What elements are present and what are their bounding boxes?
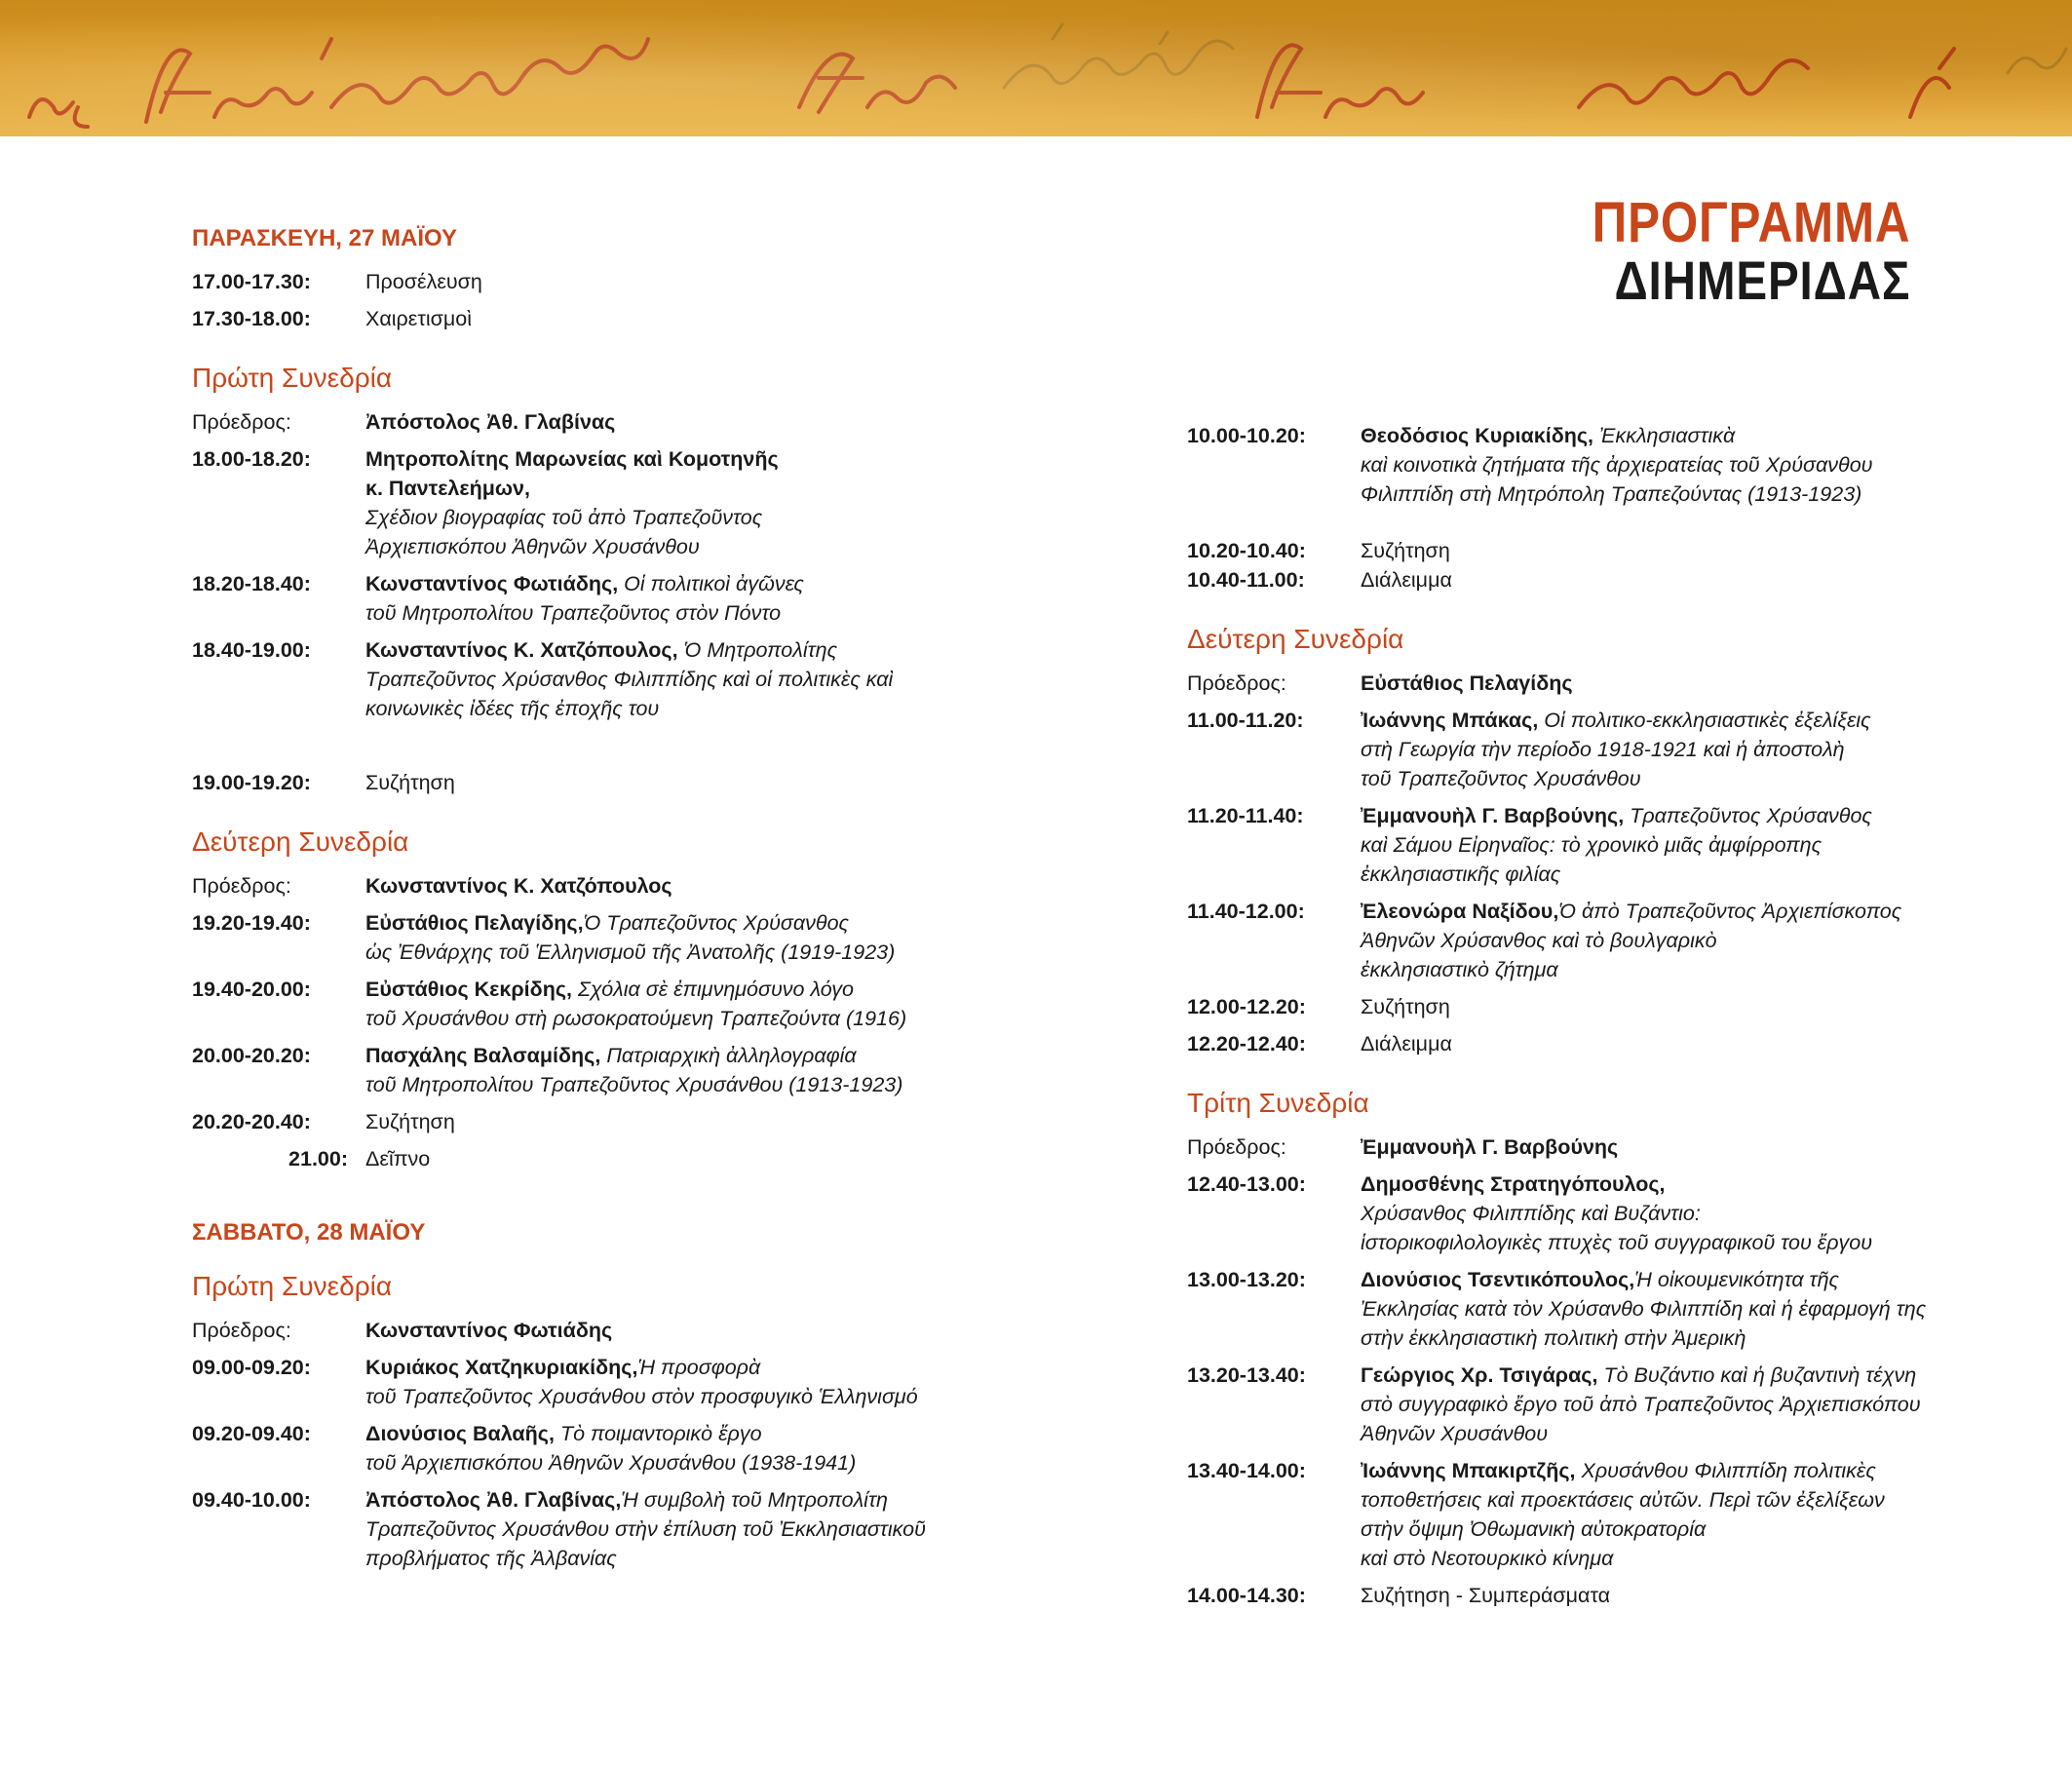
session-heading: Δεύτερη Συνεδρία — [1187, 624, 1404, 654]
talk-title: τοῦ Χρυσάνθου στὴ ρωσοκρατούμενη Τραπεζούντα (1916) — [365, 1007, 907, 1030]
time-slot: 10.40-11.00: — [1187, 568, 1305, 592]
speaker-name: Θεοδόσιος Κυριακίδης, — [1361, 424, 1594, 447]
speaker-name: Ἐμμανουὴλ Γ. Βαρβούνης, — [1361, 804, 1625, 827]
schedule-row — [1187, 1581, 1957, 1610]
talk-title: καὶ Σάμου Εἰρηναῖος: τὸ χρονικὸ μιᾶς ἀμφίρροπης — [1361, 833, 1823, 857]
talk-row — [192, 1419, 933, 1477]
event-text: Διάλειμμα — [1361, 568, 1452, 592]
time-slot: 11.00-11.20: — [1187, 709, 1304, 732]
time-slot: 11.40-12.00: — [1187, 900, 1305, 923]
time-slot: 13.00-13.20: — [1187, 1268, 1306, 1291]
talk-row — [192, 569, 933, 628]
talk-title: Τὸ Βυζάντιο καὶ ἡ βυζαντινὴ τέχνη — [1603, 1363, 1917, 1387]
talk-row — [1187, 897, 1957, 984]
schedule-row — [1187, 992, 1957, 1021]
talk-title: Ἡ οἰκουμενικότητα τῆς — [1634, 1268, 1839, 1291]
talk-title: ἐκκλησιαστικῆς φιλίας — [1361, 863, 1561, 886]
talk-title: τοῦ Τραπεζοῦντος Χρυσάνθου στὸν προσφυγικὸ Ἑλληνισμό — [365, 1385, 918, 1408]
talk-title: Χρυσάνθου Φιλιππίδη πολιτικὲς — [1581, 1459, 1876, 1482]
talk-title: τοποθετήσεις καὶ προεκτάσεις αὐτῶν. Περὶ τῶν ἐξελίξεων — [1361, 1488, 1885, 1512]
talk-title: Ὁ Τραπεζοῦντος Χρύσανθος — [583, 911, 849, 935]
session-heading: Πρώτη Συνεδρία — [192, 363, 393, 393]
chair-label: Πρόεδρος: — [1187, 671, 1286, 695]
chair-label: Πρόεδρος: — [1187, 1135, 1286, 1159]
speaker-name: Πασχάλης Βαλσαμίδης, — [365, 1044, 601, 1067]
talk-title: Ἡ συμβολὴ τοῦ Μητροπολίτη — [621, 1488, 888, 1512]
talk-title: Οἱ πολιτικο-εκκλησιαστικὲς ἐξελίξεις — [1544, 709, 1871, 732]
talk-row — [1187, 1456, 1957, 1573]
talk-row — [192, 1041, 933, 1099]
time-slot: 12.00-12.20: — [1187, 995, 1306, 1018]
chair-row — [192, 1316, 933, 1345]
speaker-name: Ἀπόστολος Ἀθ. Γλαβίνας, — [365, 1488, 622, 1512]
talk-row — [192, 908, 933, 967]
schedule-row — [192, 267, 933, 296]
talk-title: τοῦ Ἀρχιεπισκόπου Ἀθηνῶν Χρυσάνθου (1938-1941) — [365, 1451, 857, 1475]
time-slot: 13.20-13.40: — [1187, 1363, 1306, 1387]
session-heading: Δεύτερη Συνεδρία — [192, 826, 409, 857]
schedule-row — [1187, 536, 1957, 565]
schedule-row — [192, 768, 933, 797]
chair-name: Κωνσταντίνος Κ. Χατζόπουλος — [365, 874, 672, 898]
event-text: Χαιρετισμοὶ — [365, 307, 473, 330]
chair-name: Κωνσταντίνος Φωτιάδης — [365, 1319, 613, 1342]
talk-title: Τραπεζοῦντος Χρύσανθος Φιλιππίδης καὶ οἱ πολιτικὲς καὶ — [365, 668, 894, 691]
talk-row — [192, 1485, 933, 1573]
speaker-name: Κωνσταντίνος Κ. Χατζόπουλος, — [365, 638, 678, 662]
talk-row — [1187, 421, 1957, 509]
talk-title: Τὸ ποιμαντορικὸ ἔργο — [559, 1422, 762, 1445]
talk-title: στὴν ἐκκλησιαστικὴ πολιτικὴ στὴν Ἀμερικὴ — [1361, 1326, 1746, 1350]
event-text: Συζήτηση — [1361, 539, 1450, 562]
speaker-name: Ἐλεονώρα Ναξίδου, — [1361, 900, 1559, 923]
talk-title: στὸ συγγραφικὸ ἔργο τοῦ ἀπὸ Τραπεζοῦντος Ἀρχιεπισκόπου — [1361, 1393, 1921, 1416]
time-slot: 20.00-20.20: — [192, 1044, 311, 1067]
talk-title: ἐκκλησιαστικὸ ζήτημα — [1361, 958, 1558, 981]
time-slot: 18.40-19.00: — [192, 638, 311, 662]
talk-title: Ἀθηνῶν Χρύσανθος καὶ τὸ βουλγαρικὸ — [1361, 929, 1717, 952]
speaker-name: Ἰωάννης Μπάκας, — [1361, 709, 1539, 732]
time-slot: 10.00-10.20: — [1187, 424, 1306, 447]
talk-title: ὡς Ἐθνάρχης τοῦ Ἑλληνισμοῦ τῆς Ἀνατολῆς (1919-1923) — [365, 940, 896, 964]
time-slot: 19.40-20.00: — [192, 978, 311, 1001]
time-slot: 10.20-10.40: — [1187, 539, 1306, 562]
talk-title: Ἐκκλησίας κατὰ τὸν Χρύσανθο Φιλιππίδη καὶ ἡ ἐφαρμογή της — [1361, 1297, 1927, 1321]
talk-title: Ἐκκλησιαστικὰ — [1599, 424, 1736, 447]
right-column — [1187, 421, 1957, 1610]
talk-title: Χρύσανθος Φιλιππίδης καὶ Βυζάντιο: — [1361, 1202, 1701, 1225]
title-line-2: ΔΙΗΜΕΡΙΔΑΣ — [1614, 249, 1910, 311]
talk-title: Φιλιππίδη στὴ Μητρόπολη Τραπεζούντας (1913-1923) — [1361, 482, 1862, 506]
schedule-row — [192, 1144, 933, 1173]
chair-row — [1187, 669, 1957, 698]
time-slot: 13.40-14.00: — [1187, 1459, 1306, 1482]
day-heading: ΠΑΡΑΣΚΕΥΗ, 27 ΜΑΪΟΥ — [192, 225, 458, 251]
left-column — [192, 224, 933, 1573]
time-slot: 14.00-14.30: — [1187, 1584, 1306, 1607]
chair-label: Πρόεδρος: — [192, 874, 291, 898]
talk-title: προβλήματος τῆς Ἀλβανίας — [365, 1547, 617, 1570]
chair-name: Εὐστάθιος Πελαγίδης — [1361, 671, 1573, 695]
talk-row — [192, 635, 933, 723]
speaker-name-cont: κ. Παντελεήμων, — [365, 477, 530, 500]
talk-title: τοῦ Μητροπολίτου Τραπεζοῦντος Χρυσάνθου (1913-1923) — [365, 1073, 903, 1096]
time-slot: 17.30-18.00: — [192, 307, 311, 330]
talk-title: Σχόλια σὲ ἐπιμνημόσυνο λόγο — [577, 978, 855, 1001]
chair-row — [192, 407, 933, 437]
speaker-name: Μητροπολίτης Μαρωνείας καὶ Κομοτηνῆς — [365, 447, 779, 471]
talk-row — [1187, 1361, 1957, 1448]
time-slot: 18.20-18.40: — [192, 572, 311, 595]
event-text: Δεῖπνο — [365, 1147, 431, 1170]
talk-title: καὶ στὸ Νεοτουρκικὸ κίνημα — [1361, 1547, 1614, 1570]
time-slot: 09.00-09.20: — [192, 1356, 311, 1379]
speaker-name: Κωνσταντίνος Φωτιάδης, — [365, 572, 619, 595]
session-heading: Πρώτη Συνεδρία — [192, 1271, 393, 1301]
speaker-name: Δημοσθένης Στρατηγόπουλος, — [1361, 1172, 1666, 1196]
event-text: Συζήτηση — [365, 1110, 455, 1133]
day-heading: ΣΑΒΒΑΤΟ, 28 ΜΑΪΟΥ — [192, 1219, 426, 1246]
event-text: Συζήτηση - Συμπεράσματα — [1361, 1584, 1611, 1607]
time-slot: 19.20-19.40: — [192, 911, 311, 935]
time-slot: 18.00-18.20: — [192, 447, 311, 471]
talk-title: τοῦ Τραπεζοῦντος Χρυσάνθου — [1361, 767, 1641, 790]
event-text: Διάλειμμα — [1361, 1032, 1452, 1055]
event-text: Συζήτηση — [1361, 995, 1450, 1018]
speaker-name: Κυριάκος Χατζηκυριακίδης, — [365, 1356, 638, 1379]
time-slot: 19.00-19.20: — [192, 771, 311, 794]
schedule-row — [192, 1107, 933, 1136]
talk-row — [1187, 801, 1957, 889]
talk-title: Ὁ ἀπὸ Τραπεζοῦντος Ἀρχιεπίσκοπος — [1558, 900, 1902, 923]
talk-title: στὴ Γεωργία τὴν περίοδο 1918-1921 καὶ ἡ ἀποστολὴ — [1361, 738, 1845, 761]
chair-row — [1187, 1132, 1957, 1162]
title-line-1: ΠΡΟΓΡΑΜΜΑ — [1592, 191, 1910, 254]
talk-title: Οἱ πολιτικοὶ ἀγῶνες — [624, 572, 804, 595]
time-slot: 12.20-12.40: — [1187, 1032, 1306, 1055]
event-text: Προσέλευση — [365, 270, 482, 293]
talk-row — [1187, 1265, 1957, 1353]
talk-row — [192, 975, 933, 1033]
time-slot: 20.20-20.40: — [192, 1110, 311, 1133]
time-slot: 21.00: — [288, 1147, 348, 1170]
header-banner — [0, 0, 2072, 136]
talk-title: κοινωνικὲς ἰδέες τῆς ἐποχῆς του — [365, 697, 660, 720]
talk-row — [192, 444, 933, 561]
speaker-name: Εὐστάθιος Πελαγίδης, — [365, 911, 584, 935]
talk-title: Τραπεζοῦντος Χρύσανθος — [1630, 804, 1872, 827]
talk-row — [192, 1353, 933, 1411]
talk-title: στὴν ὄψιμη Ὀθωμανικὴ αὐτοκρατορία — [1361, 1517, 1707, 1541]
schedule-row — [1187, 1029, 1957, 1058]
speaker-name: Εὐστάθιος Κεκρίδης, — [365, 978, 572, 1001]
program-title — [1536, 191, 1910, 311]
time-slot: 12.40-13.00: — [1187, 1172, 1306, 1196]
talk-title: Ὁ Μητροπολίτης — [683, 638, 838, 662]
chair-label: Πρόεδρος: — [192, 1319, 291, 1342]
schedule-row — [1187, 565, 1957, 595]
talk-title: τοῦ Μητροπολίτου Τραπεζοῦντος στὸν Πόντο — [365, 601, 782, 625]
speaker-name: Διονύσιος Βαλαῆς, — [365, 1422, 555, 1445]
chair-name: Ἀπόστολος Ἀθ. Γλαβίνας — [365, 410, 616, 434]
chair-label: Πρόεδρος: — [192, 410, 291, 434]
talk-title: Τραπεζοῦντος Χρυσάνθου στὴν ἐπίλυση τοῦ Ἐκκλησιαστικοῦ — [365, 1517, 926, 1541]
talk-title: Ἀθηνῶν Χρυσάνθου — [1361, 1422, 1549, 1445]
speaker-name: Γεώργιος Χρ. Τσιγάρας, — [1361, 1363, 1598, 1387]
talk-title: ἱστορικοφιλολογικὲς πτυχὲς τοῦ συγγραφικοῦ του ἔργου — [1361, 1231, 1873, 1254]
talk-title: Ἡ προσφορὰ — [637, 1356, 761, 1379]
time-slot: 09.40-10.00: — [192, 1488, 311, 1512]
talk-row — [1187, 706, 1957, 793]
speaker-name: Διονύσιος Τσεντικόπουλος, — [1361, 1268, 1635, 1291]
time-slot: 09.20-09.40: — [192, 1422, 311, 1445]
chair-name: Ἐμμανουὴλ Γ. Βαρβούνης — [1361, 1135, 1619, 1159]
talk-title: καὶ κοινοτικὰ ζητήματα τῆς ἀρχιερατείας τοῦ Χρύσανθου — [1361, 453, 1873, 477]
handwriting-decoration — [0, 0, 2072, 136]
talk-title: Σχέδιον βιογραφίας τοῦ ἀπὸ Τραπεζοῦντος — [365, 506, 763, 529]
talk-row — [1187, 1170, 1957, 1257]
schedule-row — [192, 304, 933, 333]
speaker-name: Ἰωάννης Μπακιρτζῆς, — [1361, 1459, 1576, 1482]
time-slot: 11.20-11.40: — [1187, 804, 1304, 827]
session-heading: Τρίτη Συνεδρία — [1187, 1088, 1369, 1118]
talk-title: Πατριαρχικὴ ἀλληλογραφία — [606, 1044, 857, 1067]
time-slot: 17.00-17.30: — [192, 270, 311, 293]
talk-title: Ἀρχιεπισκόπου Ἀθηνῶν Χρυσάνθου — [365, 535, 700, 558]
chair-row — [192, 871, 933, 901]
event-text: Συζήτηση — [365, 771, 455, 794]
